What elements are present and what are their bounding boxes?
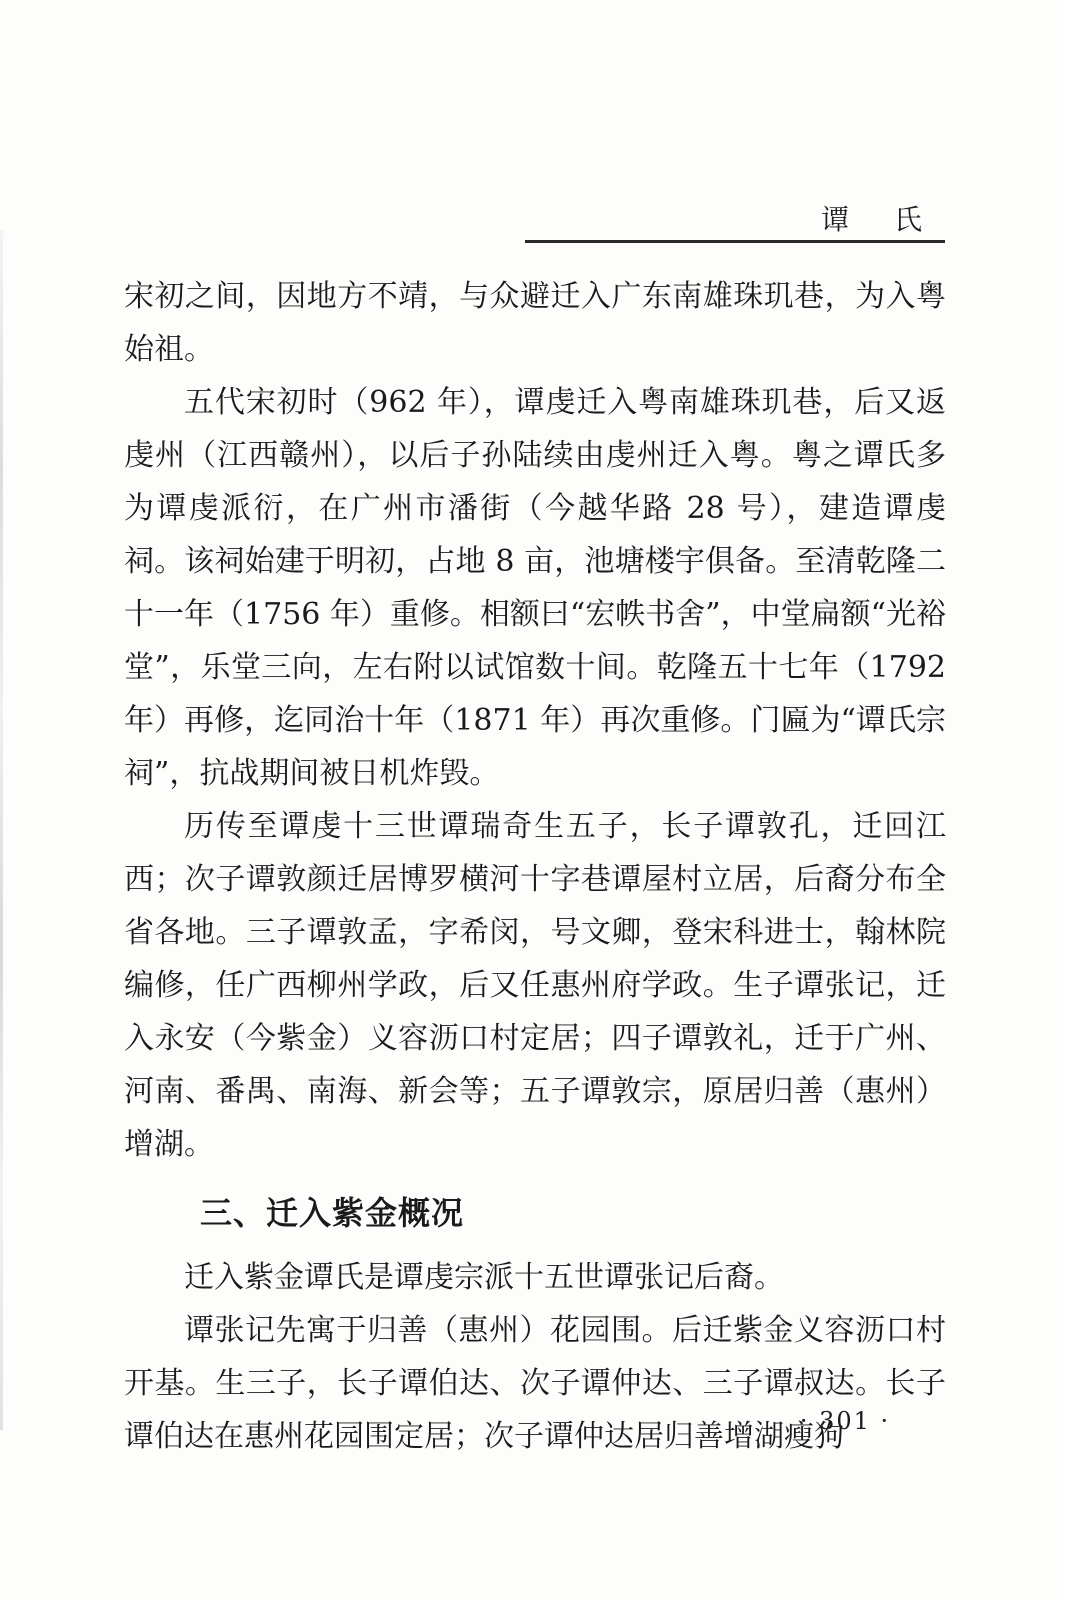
section-heading: 三、迁入紫金概况 <box>200 1194 465 1232</box>
section-paragraph-tan-zhangji: 谭张记先寓于归善（惠州）花园围。后迁紫金义容沥口村开基。生三子，长子谭伯达、次子谭仲达、三子谭叔达。长子谭伯达在惠州花园围定居；次子谭仲达居归善增湖瘦狗 <box>124 1313 946 1454</box>
header-rule <box>525 240 945 243</box>
running-header-title: 谭 氏 <box>821 203 940 236</box>
binding-edge-shadow <box>0 230 3 1430</box>
main-text-block <box>124 270 946 1463</box>
section-paragraph-intro: 迁入紫金谭氏是谭虔宗派十五世谭张记后裔。 <box>184 1260 784 1295</box>
page-number: · 301 · <box>799 1407 891 1435</box>
paragraph-continuation: 宋初之间，因地方不靖，与众避迁入广东南雄珠玑巷，为入粤始祖。 <box>124 279 946 367</box>
paragraph-wudai-songchu: 五代宋初时（962 年），谭虔迁入粤南雄珠玑巷，后又返虔州（江西赣州），以后子孙陆续由虔州迁入粤。粤之谭氏多为谭虔派衍，在广州市潘街（今越华路 28 号），建造谭虔祠。该祠始建于明初，占地 8 亩，池塘楼宇俱备。至清乾隆二十一年（1756 年）重修。相额曰“宏帙书舍”，中堂扁额“光裕堂”，乐堂三向，左右附以试馆数十间。乾隆五十七年（1792 年）再修，迄同治十年（1871 年）再次重修。门匾为“谭氏宗祠”，抗战期间被日机炸毁。 <box>124 385 946 791</box>
paragraph-lineage-thirteenth-generation: 历传至谭虔十三世谭瑞奇生五子，长子谭敦孔，迁回江西；次子谭敦颜迁居博罗横河十字巷谭屋村立居，后裔分布全省各地。三子谭敦孟，字希闵，号文卿，登宋科进士，翰林院编修，任广西柳州学政，后又任惠州府学政。生子谭张记，迁入永安（今紫金）义容沥口村定居；四子谭敦礼，迁于广州、河南、番禺、南海、新会等；五子谭敦宗，原居归善（惠州）增湖。 <box>124 809 946 1162</box>
